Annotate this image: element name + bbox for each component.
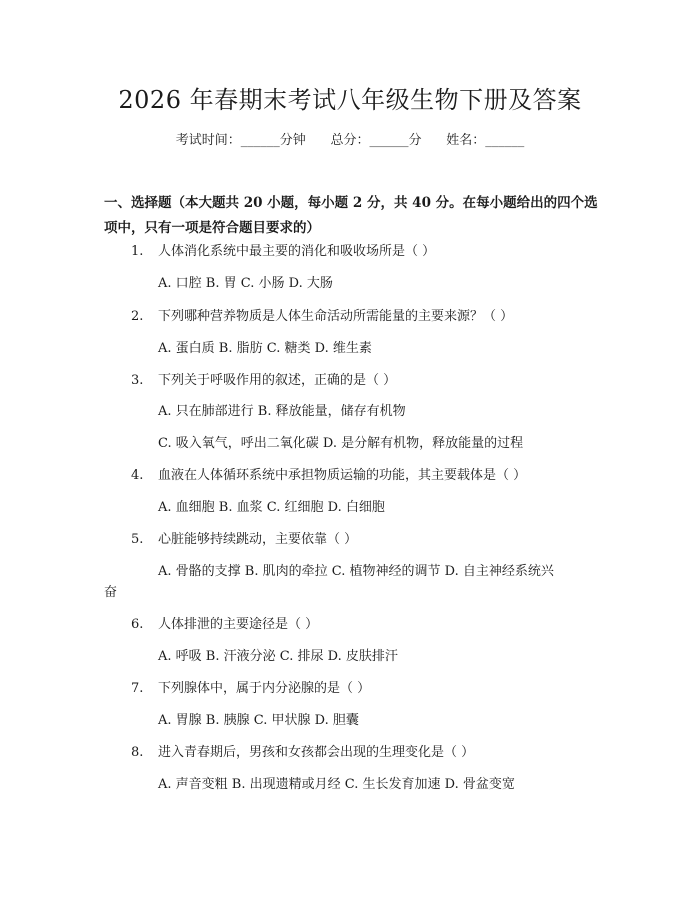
question-number: 5.: [131, 532, 144, 547]
question-text: 下列腺体中，属于内分泌腺的是（ ）: [158, 681, 371, 696]
exam-info-line: 考试时间：______分钟 总分：______分 姓名：______: [175, 133, 525, 148]
question-text: 进入青春期后，男孩和女孩都会出现的生理变化是（ ）: [158, 745, 475, 760]
question-number: 4.: [131, 468, 144, 483]
question-7: [131, 679, 370, 699]
question-8: [131, 743, 474, 763]
question-3: [131, 371, 396, 391]
question-6-options: A. 呼吸 B. 汗液分泌 C. 排尿 D. 皮肤排汗: [158, 649, 398, 664]
question-text: 下列关于呼吸作用的叙述，正确的是（ ）: [158, 373, 397, 388]
question-4: [131, 466, 526, 486]
question-5-options: A. 骨骼的支撑 B. 肌肉的牵拉 C. 植物神经的调节 D. 自主神经系统兴: [158, 564, 554, 579]
question-number: 7.: [131, 681, 144, 696]
question-1: [131, 242, 435, 262]
question-number: 2.: [131, 309, 144, 324]
question-6: [131, 615, 318, 635]
question-text: 人体排泄的主要途径是（ ）: [158, 617, 319, 632]
page-title: 2026 年春期末考试八年级生物下册及答案: [118, 86, 582, 114]
question-number: 1.: [131, 244, 144, 259]
question-3-options-line-2: C. 吸入氧气，呼出二氧化碳 D. 是分解有机物，释放能量的过程: [158, 436, 524, 451]
question-text: 人体消化系统中最主要的消化和吸收场所是（ ）: [158, 244, 436, 259]
question-1-options: A. 口腔 B. 胃 C. 小肠 D. 大肠: [158, 276, 333, 291]
question-3-options-line-1: A. 只在肺部进行 B. 释放能量，储存有机物: [158, 404, 406, 419]
question-2: [131, 307, 513, 327]
question-number: 3.: [131, 373, 144, 388]
section-heading: 一、选择题（本大题共 20 小题，每小题 2 分，共 40 分。在每小题给出的四个选项中，只有一项是符合题目要求的）: [104, 195, 598, 236]
question-7-options: A. 胃腺 B. 胰腺 C. 甲状腺 D. 胆囊: [158, 713, 359, 728]
question-text: 下列哪种营养物质是人体生命活动所需能量的主要来源？（ ）: [158, 309, 514, 324]
question-5: [131, 530, 357, 550]
question-5-options-wrap: 奋: [104, 585, 118, 600]
question-8-options: A. 声音变粗 B. 出现遗精或月经 C. 生长发育加速 D. 骨盆变宽: [158, 777, 515, 792]
question-number: 6.: [131, 617, 144, 632]
question-number: 8.: [131, 745, 144, 760]
question-4-options: A. 血细胞 B. 血浆 C. 红细胞 D. 白细胞: [158, 500, 385, 515]
question-text: 心脏能够持续跳动，主要依靠（ ）: [158, 532, 358, 547]
question-text: 血液在人体循环系统中承担物质运输的功能，其主要载体是（ ）: [158, 468, 527, 483]
question-2-options: A. 蛋白质 B. 脂肪 C. 糖类 D. 维生素: [158, 341, 372, 356]
